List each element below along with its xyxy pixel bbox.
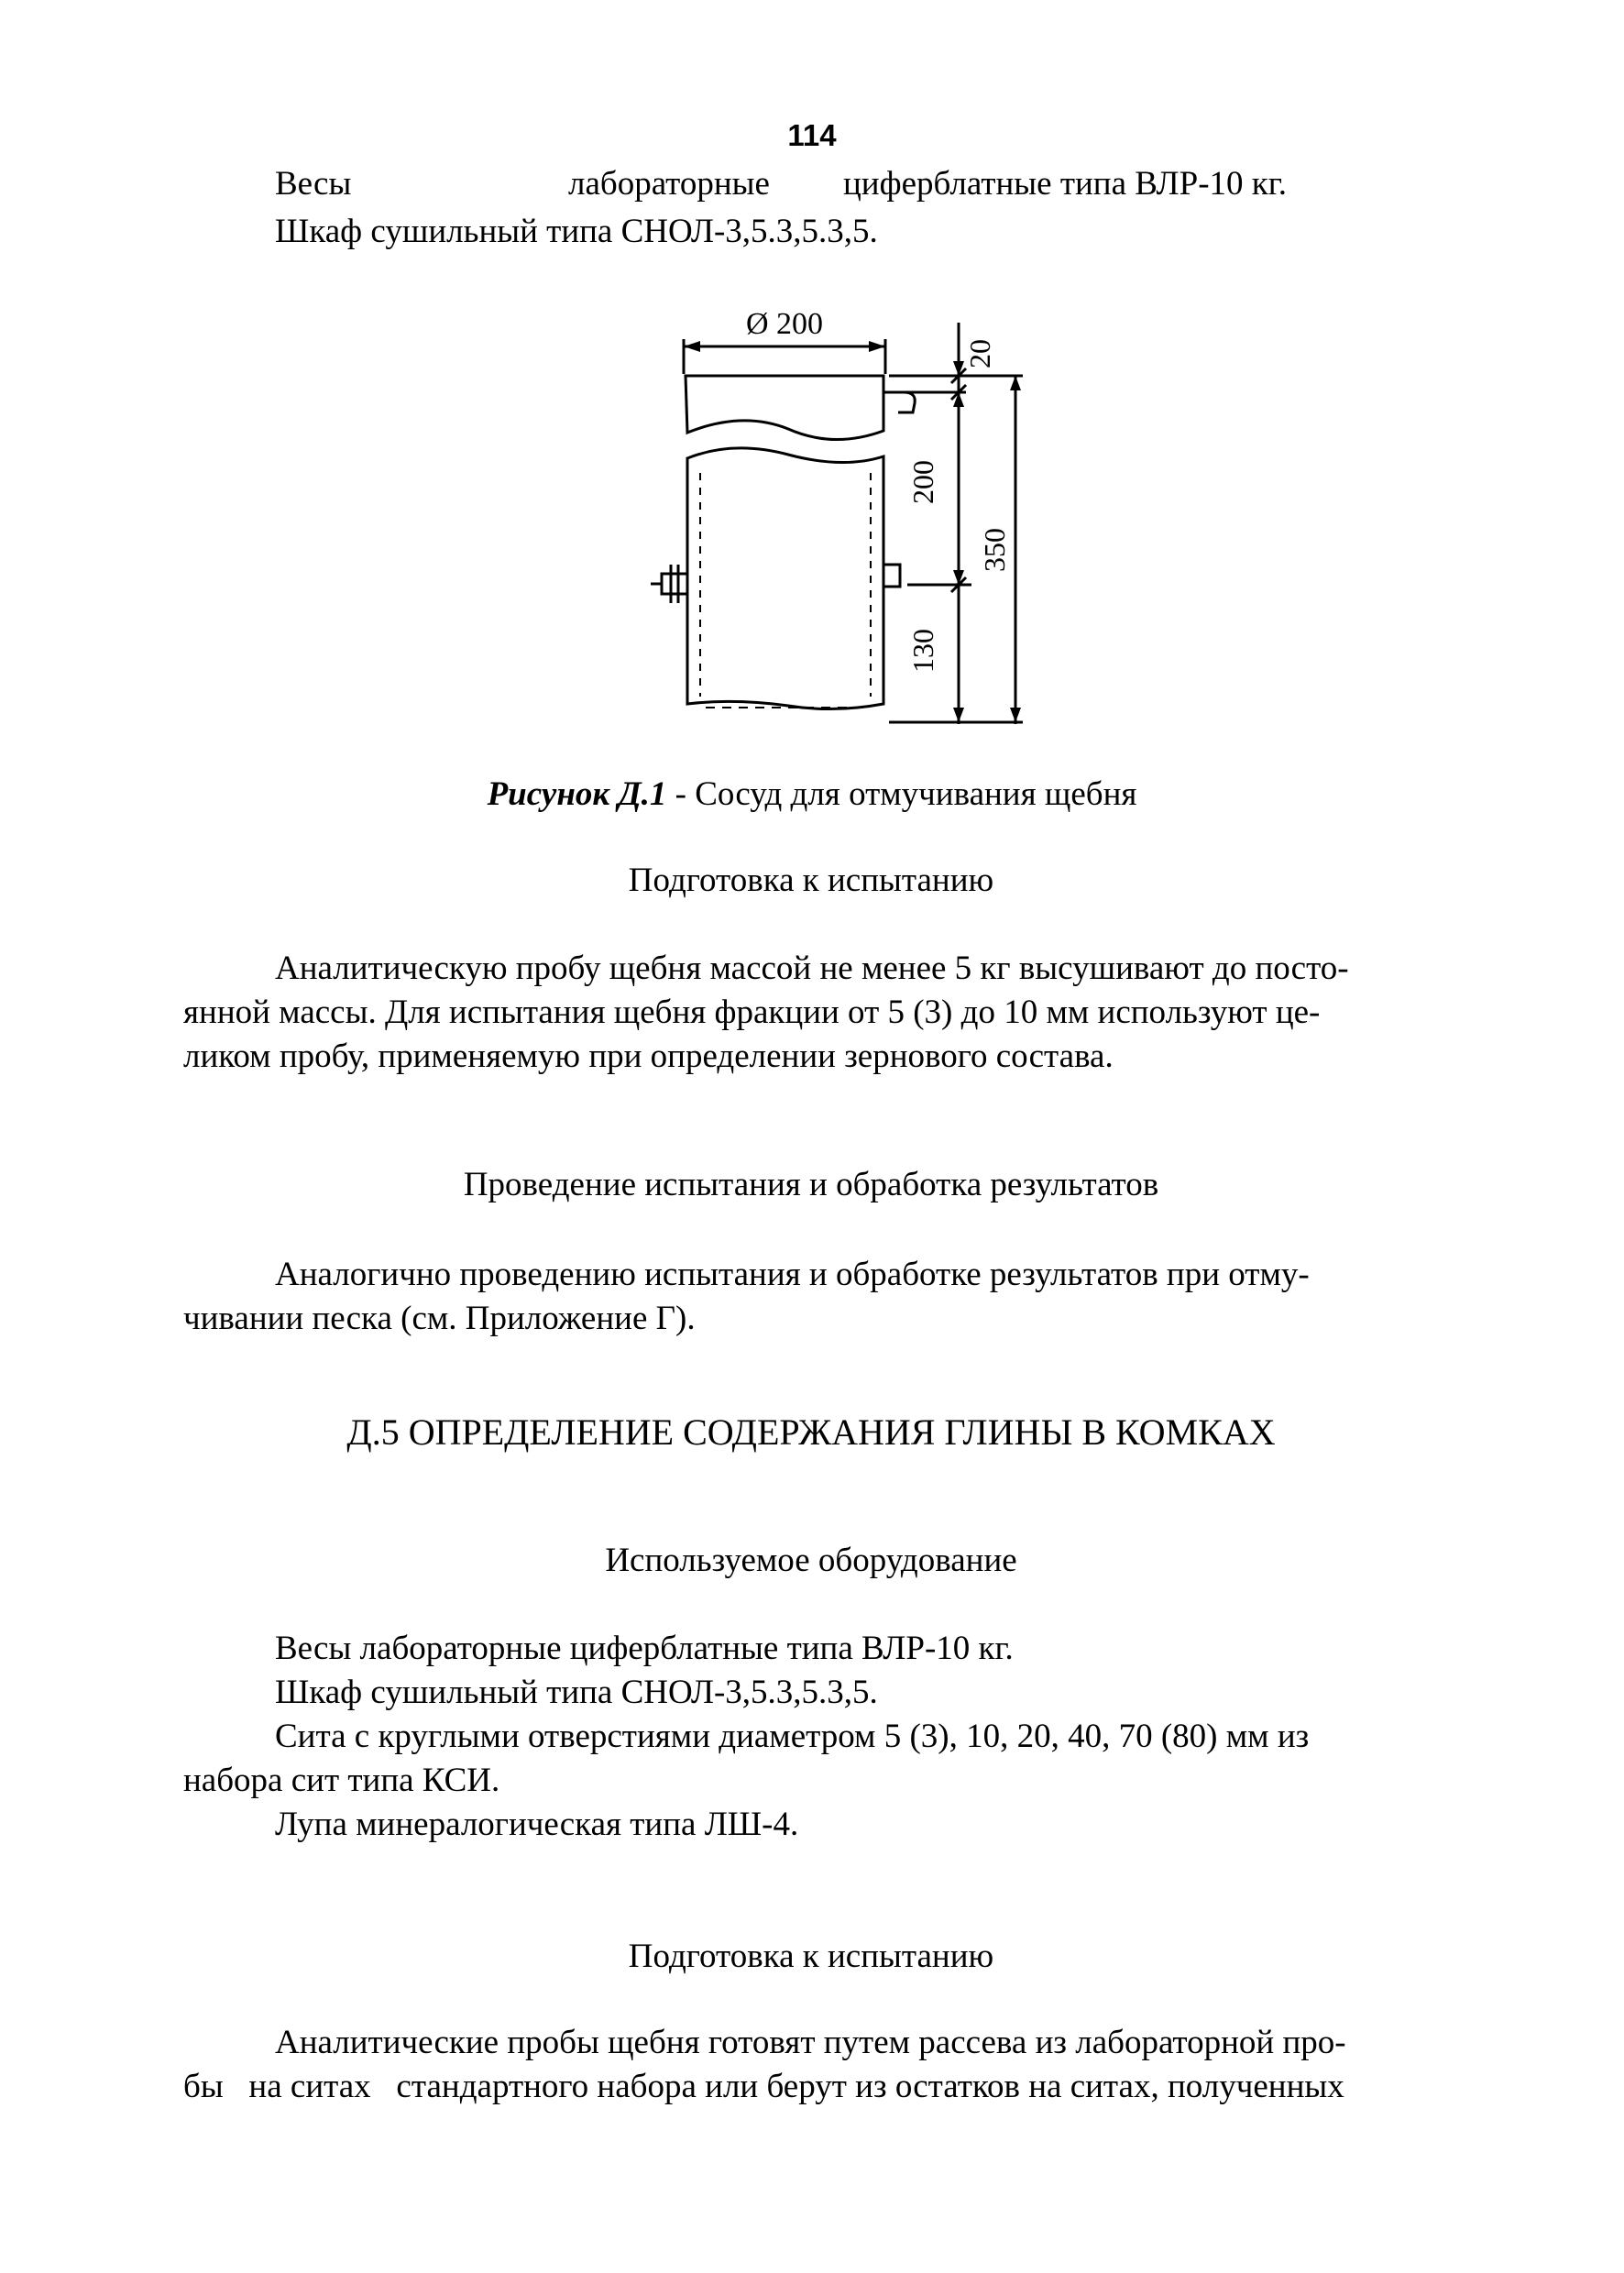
- vessel-figure: [605, 293, 1026, 733]
- section2-line-1: Аналогично проведению испытания и обработке результатов при отму-: [275, 1256, 1310, 1293]
- label-130: 130: [906, 629, 939, 673]
- section1-line-3: ликом пробу, применяемую при определении зернового состава.: [183, 1038, 1114, 1075]
- figure-caption: [0, 772, 1624, 818]
- prep-line-1: Аналитические пробы щебня готовят путем рассева из лабораторной про-: [275, 2024, 1346, 2061]
- caption-text: - Сосуд для отмучивания щебня: [666, 775, 1137, 813]
- equipment-line-4: набора сит типа КСИ.: [183, 1762, 500, 1799]
- section2-heading: Проведение испытания и обработка результатов: [463, 1166, 1159, 1203]
- vessel-body: [687, 448, 883, 709]
- section1-heading: Подготовка к испытанию: [628, 862, 994, 899]
- equipment-line-1: Весы лабораторные циферблатные типа ВЛР-10 кг.: [275, 1630, 1014, 1667]
- arrow-left: [684, 341, 700, 352]
- prep-line-2: бы на ситах стандартного набора или берут из остатков на ситах, полученных: [183, 2068, 1344, 2105]
- label-20: 20: [963, 339, 996, 368]
- arrow-right: [869, 341, 885, 352]
- prep-heading: Подготовка к испытанию: [628, 1938, 994, 1975]
- section3-title: Д.5 ОПРЕДЕЛЕНИЕ СОДЕРЖАНИЯ ГЛИНЫ В КОМКАХ: [346, 1411, 1276, 1453]
- label-350: 350: [978, 528, 1011, 572]
- top-word-1: Весы: [275, 165, 352, 203]
- arrow-130-bottom: [953, 708, 964, 722]
- side-nozzle: [883, 565, 900, 587]
- equipment-heading: Используемое оборудование: [605, 1542, 1017, 1579]
- top-line-2: Шкаф сушильный типа СНОЛ-3,5.3,5.3,5.: [275, 213, 878, 250]
- vessel-lid: [686, 376, 883, 440]
- top-word-3: циферблатные типа ВЛР-10 кг.: [843, 165, 1288, 203]
- equipment-line-3: Сита с круглыми отверстиями диаметром 5 (3), 10, 20, 40, 70 (80) мм из: [275, 1718, 1310, 1755]
- equipment-line-2: Шкаф сушильный типа СНОЛ-3,5.3,5.3,5.: [275, 1674, 878, 1711]
- equipment-line-5: Лупа минералогическая типа ЛШ-4.: [275, 1806, 799, 1843]
- caption-label: Рисунок Д.1: [487, 775, 667, 813]
- page-number: 114: [787, 118, 837, 152]
- section1-line-2: янной массы. Для испытания щебня фракции от 5 (3) до 10 мм используют це-: [183, 994, 1321, 1031]
- lid-handle: [883, 392, 915, 412]
- arrow-350-bottom: [1010, 708, 1021, 722]
- top-word-2: лабораторные: [568, 165, 770, 203]
- drain-valve: [662, 574, 687, 594]
- section1-line-1: Аналитическую пробу щебня массой не менее 5 кг высушивают до посто-: [275, 950, 1349, 987]
- section2-line-2: чивании песка (см. Приложение Г).: [183, 1300, 696, 1337]
- label-200: 200: [906, 460, 939, 504]
- arrow-350-top: [1010, 376, 1021, 390]
- label-diameter: Ø 200: [745, 307, 824, 341]
